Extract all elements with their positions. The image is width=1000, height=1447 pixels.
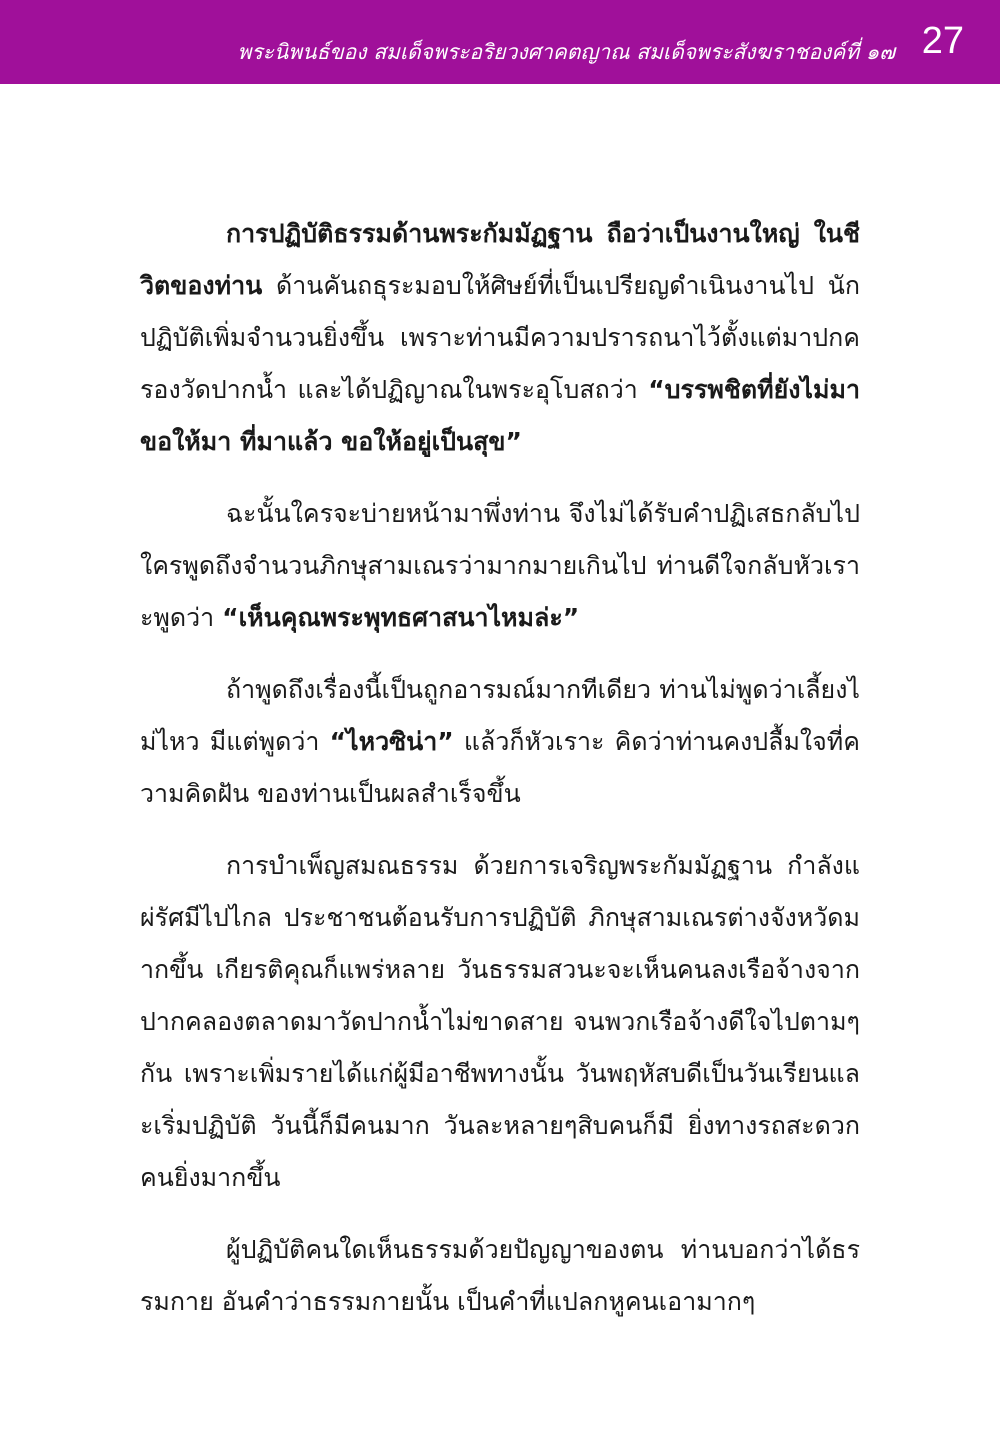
running-title: พระนิพนธ์ของ สมเด็จพระอริยวงศาคตญาณ สมเด็จพระสังฆราชองค์ที่ ๑๗ bbox=[237, 40, 895, 64]
paragraph-text: การบำเพ็ญสมณธรรม ด้วยการเจริญพระกัมมัฏฐาน กำลังแผ่รัศมีไปไกล ประชาชนต้อนรับการปฏิบัติ ภิกษุสามเณรต่างจังหวัดมากขึ้น เกียรติคุณก็แพร่หลาย วันธรรมสวนะจะเห็นคนลงเรือจ้างจากปากคลองตลาดมาวัดปากน้ำไม่ขาดสาย จนพวกเรือจ้างดีใจไปตามๆกัน เพราะเพิ่มรายได้แก่ผู้มีอาชีพทางนั้น วันพฤหัสบดีเป็นวันเรียนและเริ่มปฏิบัติ วันนี้ก็มีคนมาก วันละหลายๆสิบคนก็มี ยิ่งทางรถสะดวก คนยิ่งมากขึ้น bbox=[140, 851, 860, 1192]
paragraph-5 bbox=[140, 1224, 860, 1328]
body-text bbox=[140, 208, 860, 1348]
header-bar bbox=[0, 0, 1000, 84]
paragraph-text: ฉะนั้นใครจะบ่ายหน้ามาพึ่งท่าน จึงไม่ได้รับคำปฏิเสธกลับไป ใครพูดถึงจำนวนภิกษุสามเณรว่ามากมายเกินไป ท่านดีใจกลับหัวเราะพูดว่า bbox=[140, 499, 860, 632]
quote-bold: “ไหวซิน่า” bbox=[329, 727, 454, 756]
paragraph-text: ถ้าพูดถึงเรื่องนี้เป็นถูกอารมณ์มากทีเดียว ท่านไม่พูดว่าเลี้ยงไม่ไหว มีแต่พูดว่า bbox=[140, 675, 860, 756]
quote-bold: “เห็นคุณพระพุทธศาสนาไหมล่ะ” bbox=[222, 603, 580, 632]
paragraph-1 bbox=[140, 208, 860, 468]
lead-bold: การปฏิบัติธรรมด้านพระกัมมัฏฐาน ถือว่าเป็นงานใหญ่ ในชีวิตของท่าน bbox=[140, 219, 860, 300]
quote-bold: “บรรพชิตที่ยังไม่มา ขอให้มา ที่มาแล้ว ขอให้อยู่เป็นสุข” bbox=[140, 375, 860, 456]
paragraph-text: ด้านคันถธุระมอบให้ศิษย์ที่เป็นเปรียญดำเนินงานไป นักปฏิบัติเพิ่มจำนวนยิ่งขึ้น เพราะท่านมีความปรารถนาไว้ตั้งแต่มาปกครองวัดปากน้ำ และได้ปฏิญาณในพระอุโบสถว่า bbox=[140, 271, 860, 404]
paragraph-text: ผู้ปฏิบัติคนใดเห็นธรรมด้วยปัญญาของตน ท่านบอกว่าได้ธรรมกาย อันคำว่าธรรมกายนั้น เป็นคำที่แปลกหูคนเอามากๆ bbox=[140, 1235, 860, 1316]
paragraph-2 bbox=[140, 488, 860, 644]
paragraph-4 bbox=[140, 840, 860, 1204]
paragraph-3 bbox=[140, 664, 860, 820]
page-number: 27 bbox=[921, 20, 964, 62]
paragraph-text: แล้วก็หัวเราะ คิดว่าท่านคงปลื้มใจที่ความคิดฝัน ของท่านเป็นผลสำเร็จขึ้น bbox=[140, 727, 860, 808]
